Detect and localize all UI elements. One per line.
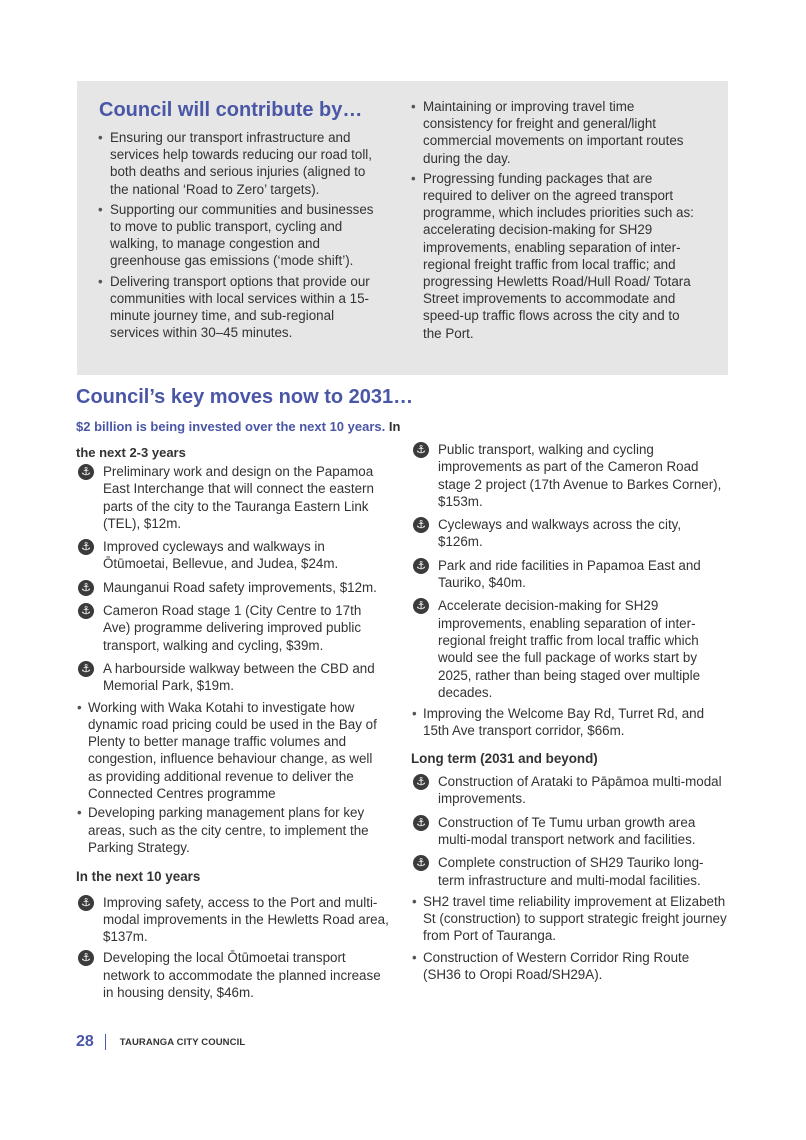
list-item: • Construction of Western Corridor Ring Route (SH36 to Oropi Road/SH29A). <box>411 949 727 984</box>
list-item-text: Preliminary work and design on the Papamoa East Interchange that will connect the eastern parts of the city to the Tauranga Eastern Link (TEL), $12m. <box>103 464 374 531</box>
section-title: Council’s key moves now to 2031… <box>76 386 414 408</box>
list-item-text: Cameron Road stage 1 (City Centre to 17th Ave) programme delivering improved public transport, walking and cycling, $39m. <box>103 603 362 653</box>
list-item <box>76 602 390 654</box>
anchor-icon: ⚓ <box>78 464 94 480</box>
list-item-text: Construction of Arataki to Pāpāmoa multi-modal improvements. <box>438 774 722 807</box>
anchor-icon: ⚓ <box>78 950 94 966</box>
list-item <box>411 516 727 551</box>
list-item: • Delivering transport options that provide our communities with local services within a 15-minute journey time, and sub-regional services within 30–45 minutes. <box>98 273 383 342</box>
list-item: • Progressing funding packages that are required to deliver on the agreed transport programme, which includes priorities such as: accelerating decision-making for SH29 improvements, enabling separation of inter-regional freight traffic from local traffic; and progressing Hewletts Road/Hull Road/ Totara Street improvements to accommodate and speed-up traffic flows across the city and to the Port. <box>411 170 696 342</box>
list-item: • Ensuring our transport infrastructure and services help towards reducing our road toll, both deaths and serious injuries (aligned to the national ‘Road to Zero’ targets). <box>98 129 383 198</box>
footer-divider <box>105 1034 106 1050</box>
anchor-icon: ⚓ <box>413 598 429 614</box>
list-item: • Maintaining or improving travel time consistency for freight and general/light commercial movements on important routes during the day. <box>411 98 696 167</box>
panel-title: Council will contribute by… <box>99 99 363 121</box>
lead-highlight: $2 billion is being invested over the next 10 years. <box>76 419 386 434</box>
list-item <box>411 441 727 510</box>
right-column <box>411 441 727 983</box>
anchor-icon: ⚓ <box>78 539 94 555</box>
list-item: • Supporting our communities and businesses to move to public transport, cycling and walking, to manage congestion and greenhouse gas emissions (‘mode shift’). <box>98 201 383 270</box>
anchor-icon: ⚓ <box>413 855 429 871</box>
list-item-text: Accelerate decision-making for SH29 improvements, enabling separation of inter-regional freight traffic from local traffic which would see the full package of works start by 2025, rather than being staged over multiple decades. <box>438 598 701 700</box>
left-column <box>76 463 390 1001</box>
anchor-icon: ⚓ <box>78 603 94 619</box>
list-item-text: Complete construction of SH29 Tauriko long-term infrastructure and multi-modal facilities. <box>438 855 704 888</box>
list-item-text: Construction of Te Tumu urban growth area multi-modal transport network and facilities. <box>438 814 696 847</box>
panel-left-list <box>98 129 383 341</box>
list-item <box>76 894 390 946</box>
list-item <box>76 538 390 573</box>
lead-text <box>76 414 416 466</box>
list-item <box>76 660 390 695</box>
list-item-text: Improving safety, access to the Port and multi-modal improvements in the Hewletts Road area, $137m. <box>103 894 389 945</box>
list-item <box>411 814 727 849</box>
anchor-icon: ⚓ <box>78 580 94 596</box>
anchor-icon: ⚓ <box>413 517 429 533</box>
page-number: 28 <box>76 1033 94 1050</box>
panel-right-column <box>411 98 696 345</box>
list-item-text: Park and ride facilities in Papamoa East and Tauriko, $40m. <box>438 557 701 591</box>
anchor-icon: ⚓ <box>78 661 94 677</box>
list-item <box>411 597 727 701</box>
list-item <box>76 463 390 532</box>
list-item-text: Improved cycleways and walkways in Ōtūmoetai, Bellevue, and Judea, $24m. <box>103 539 339 572</box>
page-footer <box>76 1033 245 1051</box>
anchor-icon: ⚓ <box>413 774 429 790</box>
anchor-icon: ⚓ <box>78 895 94 911</box>
list-item-text: Cycleways and walkways across the city, $126m. <box>438 517 682 550</box>
panel-left-column <box>98 129 383 344</box>
list-item <box>76 579 390 596</box>
list-item: • Improving the Welcome Bay Rd, Turret Rd, and 15th Ave transport corridor, $66m. <box>411 705 727 740</box>
list-item: • SH2 travel time reliability improvement at Elizabeth St (construction) to support strategic freight journey from Port of Tauranga. <box>411 893 727 945</box>
anchor-icon: ⚓ <box>413 815 429 831</box>
list-item-text: Maunganui Road safety improvements, $12m. <box>103 579 377 595</box>
list-item-text: A harbourside walkway between the CBD and Memorial Park, $19m. <box>103 660 375 694</box>
organization-name: TAURANGA CITY COUNCIL <box>119 1036 246 1048</box>
list-item: • Working with Waka Kotahi to investigate how dynamic road pricing could be used in the Bay of Plenty to better manage traffic volumes and congestion, influence behaviour change, as well as providing additional revenue to deliver the Connected Centres programme <box>76 699 390 803</box>
anchor-icon: ⚓ <box>413 442 429 458</box>
subheading: Long term (2031 and beyond) <box>411 750 598 766</box>
list-item <box>411 773 727 808</box>
list-item: • Developing parking management plans for key areas, such as the city centre, to implement the Parking Strategy. <box>76 804 390 856</box>
list-item <box>76 949 390 1001</box>
anchor-icon: ⚓ <box>413 558 429 574</box>
lead-rest: In the next 2-3 years <box>76 419 401 460</box>
list-item-text: Developing the local Ōtūmoetai transport network to accommodate the planned increase in housing density, $46m. <box>103 950 381 1001</box>
subheading: In the next 10 years <box>76 869 201 885</box>
list-item <box>411 854 727 889</box>
list-item-text: Public transport, walking and cycling improvements as part of the Cameron Road stage 2 project (17th Avenue to Barkes Corner), $153m. <box>438 442 722 509</box>
list-item <box>411 557 727 592</box>
panel-right-list <box>411 98 696 342</box>
